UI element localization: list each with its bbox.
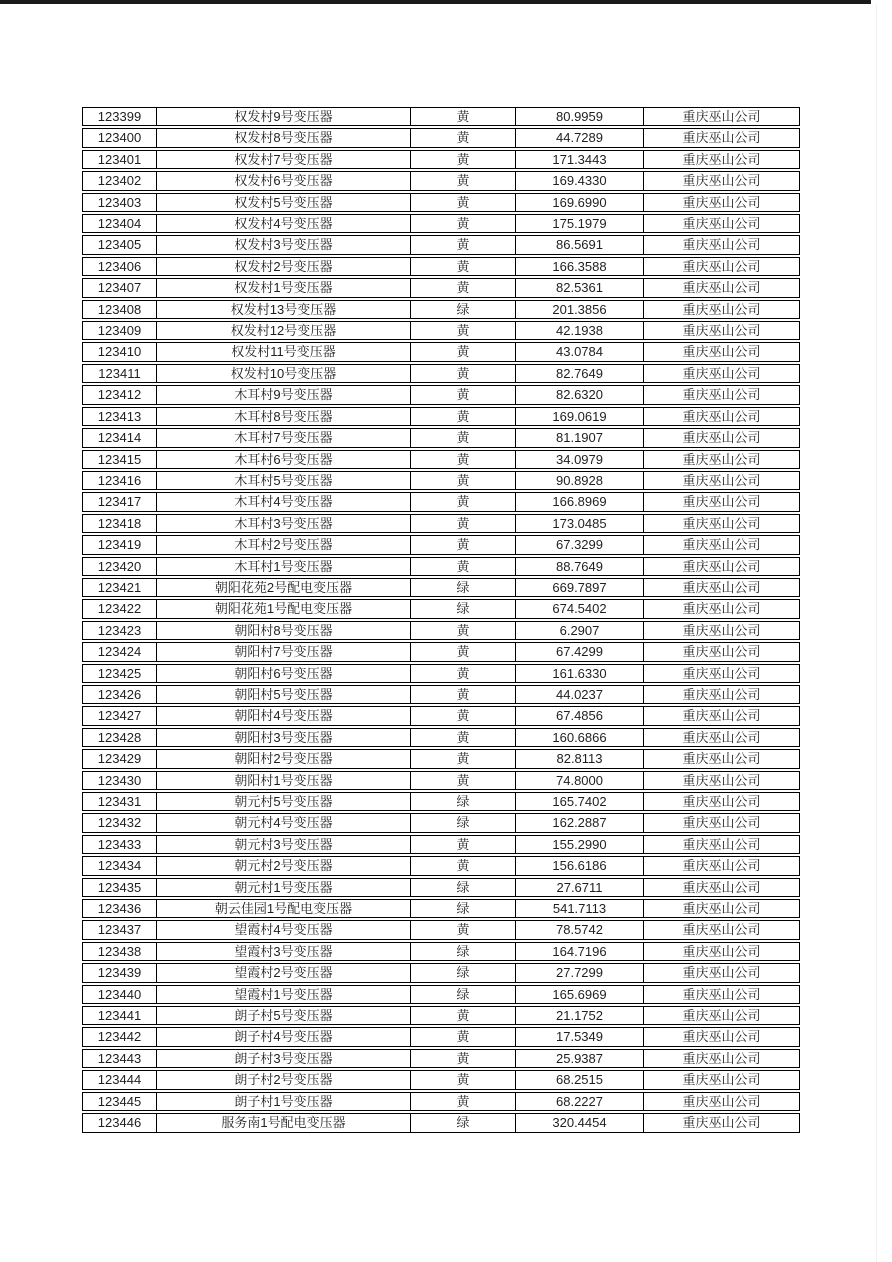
cell-company: 重庆巫山公司 — [643, 385, 800, 404]
cell-transformer-id: 123429 — [82, 749, 156, 768]
cell-load-value: 175.1979 — [515, 214, 643, 233]
cell-load-value: 155.2990 — [515, 835, 643, 854]
cell-status-color: 绿 — [410, 792, 515, 811]
cell-company: 重庆巫山公司 — [643, 685, 800, 704]
cell-load-value: 27.7299 — [515, 963, 643, 982]
cell-transformer-name: 朝阳村7号变压器 — [156, 642, 410, 661]
cell-company: 重庆巫山公司 — [643, 1113, 800, 1132]
cell-transformer-name: 木耳村1号变压器 — [156, 557, 410, 576]
cell-status-color: 黄 — [410, 1092, 515, 1111]
cell-transformer-name: 木耳村7号变压器 — [156, 428, 410, 447]
cell-load-value: 320.4454 — [515, 1113, 643, 1132]
cell-load-value: 160.6866 — [515, 728, 643, 747]
cell-load-value: 68.2227 — [515, 1092, 643, 1111]
cell-company: 重庆巫山公司 — [643, 107, 800, 126]
cell-company: 重庆巫山公司 — [643, 1049, 800, 1068]
cell-status-color: 黄 — [410, 664, 515, 683]
cell-load-value: 78.5742 — [515, 920, 643, 939]
cell-company: 重庆巫山公司 — [643, 706, 800, 725]
screen-top-edge — [0, 0, 871, 4]
cell-load-value: 17.5349 — [515, 1027, 643, 1046]
cell-transformer-id: 123417 — [82, 492, 156, 511]
cell-transformer-name: 朝阳村4号变压器 — [156, 706, 410, 725]
cell-company: 重庆巫山公司 — [643, 664, 800, 683]
cell-load-value: 67.3299 — [515, 535, 643, 554]
cell-status-color: 黄 — [410, 450, 515, 469]
cell-company: 重庆巫山公司 — [643, 535, 800, 554]
cell-transformer-id: 123438 — [82, 942, 156, 961]
table-row — [82, 450, 800, 469]
cell-transformer-id: 123408 — [82, 300, 156, 319]
cell-status-color: 黄 — [410, 557, 515, 576]
cell-transformer-name: 权发村13号变压器 — [156, 300, 410, 319]
cell-status-color: 黄 — [410, 321, 515, 340]
cell-transformer-name: 木耳村9号变压器 — [156, 385, 410, 404]
cell-status-color: 黄 — [410, 214, 515, 233]
table-row — [82, 963, 800, 982]
table-row — [82, 171, 800, 190]
cell-transformer-name: 朝阳村6号变压器 — [156, 664, 410, 683]
cell-company: 重庆巫山公司 — [643, 920, 800, 939]
cell-transformer-name: 服务南1号配电变压器 — [156, 1113, 410, 1132]
cell-transformer-name: 朗子村4号变压器 — [156, 1027, 410, 1046]
cell-transformer-name: 权发村6号变压器 — [156, 171, 410, 190]
cell-company: 重庆巫山公司 — [643, 364, 800, 383]
cell-transformer-name: 朝元村4号变压器 — [156, 813, 410, 832]
cell-transformer-name: 朝阳村2号变压器 — [156, 749, 410, 768]
cell-status-color: 黄 — [410, 535, 515, 554]
cell-status-color: 黄 — [410, 471, 515, 490]
cell-status-color: 绿 — [410, 813, 515, 832]
cell-transformer-id: 123439 — [82, 963, 156, 982]
table-row — [82, 535, 800, 554]
cell-transformer-id: 123421 — [82, 578, 156, 597]
table-row — [82, 150, 800, 169]
cell-transformer-id: 123414 — [82, 428, 156, 447]
cell-transformer-name: 权发村12号变压器 — [156, 321, 410, 340]
cell-load-value: 201.3856 — [515, 300, 643, 319]
cell-transformer-id: 123433 — [82, 835, 156, 854]
cell-status-color: 黄 — [410, 492, 515, 511]
cell-load-value: 34.0979 — [515, 450, 643, 469]
cell-status-color: 黄 — [410, 342, 515, 361]
cell-transformer-id: 123404 — [82, 214, 156, 233]
cell-transformer-name: 权发村2号变压器 — [156, 257, 410, 276]
cell-status-color: 绿 — [410, 1113, 515, 1132]
cell-status-color: 黄 — [410, 171, 515, 190]
cell-load-value: 674.5402 — [515, 599, 643, 618]
cell-load-value: 171.3443 — [515, 150, 643, 169]
cell-transformer-name: 朝元村3号变压器 — [156, 835, 410, 854]
table-row — [82, 342, 800, 361]
cell-transformer-id: 123420 — [82, 557, 156, 576]
cell-status-color: 绿 — [410, 300, 515, 319]
cell-transformer-name: 木耳村5号变压器 — [156, 471, 410, 490]
cell-company: 重庆巫山公司 — [643, 321, 800, 340]
cell-transformer-name: 木耳村6号变压器 — [156, 450, 410, 469]
cell-transformer-id: 123444 — [82, 1070, 156, 1089]
cell-load-value: 81.1907 — [515, 428, 643, 447]
table-row — [82, 771, 800, 790]
cell-status-color: 黄 — [410, 150, 515, 169]
cell-transformer-name: 朗子村1号变压器 — [156, 1092, 410, 1111]
cell-transformer-id: 123419 — [82, 535, 156, 554]
cell-load-value: 90.8928 — [515, 471, 643, 490]
cell-company: 重庆巫山公司 — [643, 1070, 800, 1089]
cell-transformer-id: 123428 — [82, 728, 156, 747]
cell-status-color: 黄 — [410, 920, 515, 939]
cell-status-color: 黄 — [410, 728, 515, 747]
cell-load-value: 67.4299 — [515, 642, 643, 661]
cell-transformer-id: 123442 — [82, 1027, 156, 1046]
table-row — [82, 257, 800, 276]
cell-load-value: 43.0784 — [515, 342, 643, 361]
cell-load-value: 21.1752 — [515, 1006, 643, 1025]
cell-status-color: 黄 — [410, 835, 515, 854]
cell-company: 重庆巫山公司 — [643, 492, 800, 511]
cell-transformer-name: 木耳村8号变压器 — [156, 407, 410, 426]
cell-transformer-id: 123402 — [82, 171, 156, 190]
cell-status-color: 黄 — [410, 621, 515, 640]
table-row — [82, 1049, 800, 1068]
cell-transformer-name: 权发村8号变压器 — [156, 128, 410, 147]
cell-transformer-name: 权发村1号变压器 — [156, 278, 410, 297]
table-row — [82, 835, 800, 854]
cell-load-value: 541.7113 — [515, 899, 643, 918]
cell-transformer-name: 朗子村3号变压器 — [156, 1049, 410, 1068]
cell-company: 重庆巫山公司 — [643, 599, 800, 618]
table-row — [82, 300, 800, 319]
cell-load-value: 173.0485 — [515, 514, 643, 533]
cell-company: 重庆巫山公司 — [643, 150, 800, 169]
cell-transformer-name: 朝阳村3号变压器 — [156, 728, 410, 747]
cell-transformer-name: 木耳村3号变压器 — [156, 514, 410, 533]
table-row — [82, 1092, 800, 1111]
cell-transformer-name: 朝阳村1号变压器 — [156, 771, 410, 790]
cell-load-value: 82.6320 — [515, 385, 643, 404]
cell-transformer-name: 权发村5号变压器 — [156, 193, 410, 212]
cell-transformer-id: 123422 — [82, 599, 156, 618]
cell-transformer-id: 123403 — [82, 193, 156, 212]
cell-load-value: 161.6330 — [515, 664, 643, 683]
table-row — [82, 471, 800, 490]
cell-load-value: 6.2907 — [515, 621, 643, 640]
cell-load-value: 67.4856 — [515, 706, 643, 725]
cell-transformer-name: 朝元村1号变压器 — [156, 878, 410, 897]
cell-company: 重庆巫山公司 — [643, 835, 800, 854]
table-row — [82, 407, 800, 426]
cell-company: 重庆巫山公司 — [643, 193, 800, 212]
cell-company: 重庆巫山公司 — [643, 749, 800, 768]
cell-transformer-name: 望霞村1号变压器 — [156, 985, 410, 1004]
cell-status-color: 黄 — [410, 685, 515, 704]
table-row — [82, 193, 800, 212]
cell-transformer-id: 123430 — [82, 771, 156, 790]
cell-status-color: 绿 — [410, 985, 515, 1004]
cell-transformer-id: 123434 — [82, 856, 156, 875]
cell-status-color: 黄 — [410, 278, 515, 297]
cell-load-value: 169.6990 — [515, 193, 643, 212]
cell-transformer-name: 朝元村2号变压器 — [156, 856, 410, 875]
cell-status-color: 黄 — [410, 706, 515, 725]
table-row — [82, 1006, 800, 1025]
cell-transformer-id: 123441 — [82, 1006, 156, 1025]
cell-company: 重庆巫山公司 — [643, 899, 800, 918]
cell-transformer-name: 朝阳花苑2号配电变压器 — [156, 578, 410, 597]
cell-status-color: 黄 — [410, 385, 515, 404]
table-row — [82, 385, 800, 404]
cell-transformer-id: 123406 — [82, 257, 156, 276]
cell-transformer-name: 权发村10号变压器 — [156, 364, 410, 383]
cell-company: 重庆巫山公司 — [643, 963, 800, 982]
cell-company: 重庆巫山公司 — [643, 471, 800, 490]
table-row — [82, 321, 800, 340]
cell-status-color: 黄 — [410, 257, 515, 276]
cell-company: 重庆巫山公司 — [643, 257, 800, 276]
cell-company: 重庆巫山公司 — [643, 985, 800, 1004]
cell-load-value: 166.8969 — [515, 492, 643, 511]
cell-status-color: 黄 — [410, 749, 515, 768]
table-row — [82, 1027, 800, 1046]
cell-status-color: 绿 — [410, 899, 515, 918]
cell-transformer-id: 123424 — [82, 642, 156, 661]
cell-transformer-name: 朝阳花苑1号配电变压器 — [156, 599, 410, 618]
cell-company: 重庆巫山公司 — [643, 1006, 800, 1025]
table-row — [82, 278, 800, 297]
cell-transformer-name: 木耳村2号变压器 — [156, 535, 410, 554]
cell-company: 重庆巫山公司 — [643, 771, 800, 790]
cell-load-value: 669.7897 — [515, 578, 643, 597]
cell-transformer-name: 朗子村5号变压器 — [156, 1006, 410, 1025]
table-row — [82, 514, 800, 533]
cell-transformer-id: 123425 — [82, 664, 156, 683]
cell-status-color: 黄 — [410, 193, 515, 212]
cell-company: 重庆巫山公司 — [643, 557, 800, 576]
cell-load-value: 165.6969 — [515, 985, 643, 1004]
table-row — [82, 856, 800, 875]
table-row — [82, 792, 800, 811]
cell-status-color: 黄 — [410, 128, 515, 147]
cell-transformer-name: 望霞村2号变压器 — [156, 963, 410, 982]
cell-company: 重庆巫山公司 — [643, 813, 800, 832]
cell-transformer-id: 123409 — [82, 321, 156, 340]
table-row — [82, 899, 800, 918]
cell-load-value: 88.7649 — [515, 557, 643, 576]
cell-transformer-id: 123432 — [82, 813, 156, 832]
table-row — [82, 664, 800, 683]
cell-company: 重庆巫山公司 — [643, 1092, 800, 1111]
cell-status-color: 黄 — [410, 235, 515, 254]
cell-transformer-id: 123426 — [82, 685, 156, 704]
cell-status-color: 黄 — [410, 364, 515, 383]
cell-company: 重庆巫山公司 — [643, 792, 800, 811]
cell-company: 重庆巫山公司 — [643, 450, 800, 469]
cell-transformer-id: 123436 — [82, 899, 156, 918]
cell-status-color: 黄 — [410, 407, 515, 426]
cell-status-color: 绿 — [410, 963, 515, 982]
cell-transformer-id: 123431 — [82, 792, 156, 811]
cell-transformer-id: 123423 — [82, 621, 156, 640]
cell-company: 重庆巫山公司 — [643, 642, 800, 661]
table-row — [82, 578, 800, 597]
table-row — [82, 878, 800, 897]
table-row — [82, 920, 800, 939]
cell-status-color: 绿 — [410, 599, 515, 618]
cell-status-color: 黄 — [410, 1006, 515, 1025]
cell-transformer-name: 望霞村3号变压器 — [156, 942, 410, 961]
table-row — [82, 642, 800, 661]
cell-company: 重庆巫山公司 — [643, 278, 800, 297]
table-body — [82, 107, 800, 1133]
cell-company: 重庆巫山公司 — [643, 342, 800, 361]
cell-transformer-id: 123411 — [82, 364, 156, 383]
table-row — [82, 621, 800, 640]
cell-transformer-id: 123435 — [82, 878, 156, 897]
table-row — [82, 728, 800, 747]
cell-company: 重庆巫山公司 — [643, 621, 800, 640]
cell-transformer-id: 123443 — [82, 1049, 156, 1068]
cell-load-value: 42.1938 — [515, 321, 643, 340]
table-row — [82, 492, 800, 511]
transformer-table-container — [82, 105, 800, 1135]
cell-transformer-id: 123407 — [82, 278, 156, 297]
table-row — [82, 364, 800, 383]
cell-load-value: 164.7196 — [515, 942, 643, 961]
cell-load-value: 162.2887 — [515, 813, 643, 832]
cell-load-value: 44.7289 — [515, 128, 643, 147]
cell-status-color: 绿 — [410, 578, 515, 597]
table-row — [82, 557, 800, 576]
table-row — [82, 214, 800, 233]
table-row — [82, 599, 800, 618]
cell-load-value: 25.9387 — [515, 1049, 643, 1068]
cell-load-value: 44.0237 — [515, 685, 643, 704]
cell-load-value: 169.0619 — [515, 407, 643, 426]
table-row — [82, 128, 800, 147]
cell-transformer-name: 权发村9号变压器 — [156, 107, 410, 126]
cell-company: 重庆巫山公司 — [643, 728, 800, 747]
cell-transformer-name: 木耳村4号变压器 — [156, 492, 410, 511]
cell-status-color: 黄 — [410, 107, 515, 126]
transformer-table — [82, 105, 800, 1135]
table-row — [82, 235, 800, 254]
table-row — [82, 685, 800, 704]
cell-status-color: 黄 — [410, 1070, 515, 1089]
cell-company: 重庆巫山公司 — [643, 856, 800, 875]
cell-status-color: 黄 — [410, 856, 515, 875]
cell-company: 重庆巫山公司 — [643, 171, 800, 190]
cell-transformer-id: 123412 — [82, 385, 156, 404]
cell-status-color: 黄 — [410, 1049, 515, 1068]
cell-transformer-name: 权发村11号变压器 — [156, 342, 410, 361]
cell-company: 重庆巫山公司 — [643, 235, 800, 254]
cell-load-value: 68.2515 — [515, 1070, 643, 1089]
cell-load-value: 82.7649 — [515, 364, 643, 383]
cell-company: 重庆巫山公司 — [643, 878, 800, 897]
cell-load-value: 74.8000 — [515, 771, 643, 790]
cell-status-color: 黄 — [410, 771, 515, 790]
cell-transformer-name: 权发村4号变压器 — [156, 214, 410, 233]
cell-transformer-name: 朝元村5号变压器 — [156, 792, 410, 811]
table-row — [82, 985, 800, 1004]
cell-company: 重庆巫山公司 — [643, 428, 800, 447]
cell-company: 重庆巫山公司 — [643, 578, 800, 597]
page-right-edge — [876, 4, 877, 1262]
cell-status-color: 黄 — [410, 642, 515, 661]
cell-status-color: 黄 — [410, 514, 515, 533]
cell-transformer-id: 123427 — [82, 706, 156, 725]
cell-transformer-id: 123418 — [82, 514, 156, 533]
cell-company: 重庆巫山公司 — [643, 300, 800, 319]
cell-transformer-name: 朝阳村8号变压器 — [156, 621, 410, 640]
cell-transformer-name: 望霞村4号变压器 — [156, 920, 410, 939]
cell-transformer-id: 123399 — [82, 107, 156, 126]
cell-company: 重庆巫山公司 — [643, 407, 800, 426]
cell-transformer-name: 权发村3号变压器 — [156, 235, 410, 254]
cell-transformer-id: 123400 — [82, 128, 156, 147]
cell-transformer-id: 123413 — [82, 407, 156, 426]
table-row — [82, 813, 800, 832]
cell-transformer-name: 朝阳村5号变压器 — [156, 685, 410, 704]
cell-transformer-id: 123405 — [82, 235, 156, 254]
cell-transformer-name: 权发村7号变压器 — [156, 150, 410, 169]
cell-transformer-id: 123401 — [82, 150, 156, 169]
cell-transformer-name: 朝云佳园1号配电变压器 — [156, 899, 410, 918]
cell-transformer-id: 123440 — [82, 985, 156, 1004]
cell-transformer-id: 123445 — [82, 1092, 156, 1111]
cell-load-value: 86.5691 — [515, 235, 643, 254]
cell-load-value: 80.9959 — [515, 107, 643, 126]
table-row — [82, 942, 800, 961]
cell-transformer-id: 123446 — [82, 1113, 156, 1132]
cell-load-value: 82.5361 — [515, 278, 643, 297]
cell-load-value: 27.6711 — [515, 878, 643, 897]
cell-load-value: 169.4330 — [515, 171, 643, 190]
cell-transformer-id: 123415 — [82, 450, 156, 469]
cell-status-color: 绿 — [410, 878, 515, 897]
cell-transformer-id: 123416 — [82, 471, 156, 490]
table-row — [82, 107, 800, 126]
cell-transformer-id: 123437 — [82, 920, 156, 939]
table-row — [82, 428, 800, 447]
table-row — [82, 1070, 800, 1089]
cell-load-value: 82.8113 — [515, 749, 643, 768]
table-row — [82, 749, 800, 768]
cell-company: 重庆巫山公司 — [643, 214, 800, 233]
cell-status-color: 黄 — [410, 428, 515, 447]
cell-company: 重庆巫山公司 — [643, 128, 800, 147]
cell-company: 重庆巫山公司 — [643, 1027, 800, 1046]
cell-load-value: 166.3588 — [515, 257, 643, 276]
cell-load-value: 156.6186 — [515, 856, 643, 875]
cell-company: 重庆巫山公司 — [643, 514, 800, 533]
cell-company: 重庆巫山公司 — [643, 942, 800, 961]
cell-transformer-id: 123410 — [82, 342, 156, 361]
cell-transformer-name: 朗子村2号变压器 — [156, 1070, 410, 1089]
cell-status-color: 黄 — [410, 1027, 515, 1046]
cell-status-color: 绿 — [410, 942, 515, 961]
cell-load-value: 165.7402 — [515, 792, 643, 811]
table-row — [82, 706, 800, 725]
table-row — [82, 1113, 800, 1132]
